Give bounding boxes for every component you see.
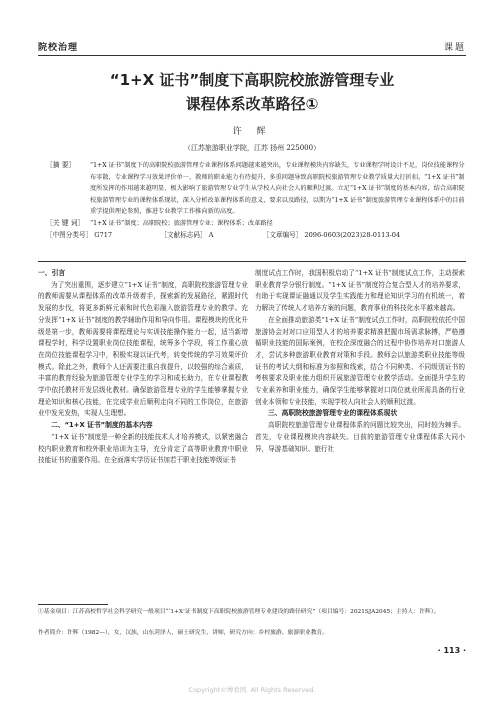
journal-section-name: 院校治理 [38,43,79,53]
clc-code: G717 [94,230,113,239]
keywords-row [38,218,466,230]
author-affiliation: （江苏旅游职业学院，江苏 扬州 225000） [183,144,321,152]
body-column-left [38,268,248,467]
footnote-rule [38,604,108,605]
title-line-2: 课程体系改革路径① [185,95,319,113]
abstract-block [38,160,466,241]
paragraph-status: 高职院校旅游管理专业课程体系的问题比较突出，同时较为棘手。首先，专业课程模块内容缺失。目前的旅游管理专业课程体系大同小异，导游基础知识、旅行社 [255,421,465,453]
running-header [38,40,466,54]
classification-row [38,230,466,242]
copyright-watermark: Copyright©博看网. All Rights Reserved. [188,686,316,694]
abstract-label: ［摘 要］ [46,161,76,169]
abstract-rule [38,261,466,262]
paragraph-continued: 制度试点工作时，我国积极启动了“1+X 证书”制度试点工作，主动探索职业教育学分银行制度。“1+X 证书”制度符合复合型人才的培养要求，有助于实现课证融通以及学生实践能力和理论知识学习的有机统一，着力解决了传统人才培养方案的问题，教育事业的科技化水平越来越高。 [255,269,465,313]
paragraph-intro: 为了突出重围，逐步建立“1+X 证书”制度，高职院校旅游管理专业的教师需要从课程体系的改革升级着手，探索新的发展路径，紧跟时代发展的步伐，将更多新鲜元素和时代色彩融入旅游管理专业的教学。充分发挥“1+X 证书”制度的教学辅助作用和导向作用。课程模块的优化升级是第一步，教师需要将课程理论与实训技能操作能力一起，适当新增课程学时，科学设置职业岗位技能课程，统筹多个学段，将工作重心放在岗位技能课程学习中，积极实现以证代考，转变传统的学习效果评价模式。除此之外，教师个人还需要注重自我提升，以较强的综合素质，丰富的教育经验为旅游管理专业学生的学习和成长助力，在专业课程教学中依托教材开发层级化教材。确保旅游管理专业的学生能够掌握专业理论知识和核心技能，在完成学业后顺利走向不同的工作岗位，在旅游业中发光发热，实现人生理想。 [38,280,248,418]
section-heading-2: 二、“1+X 证书”制度的基本内容 [51,421,153,430]
footnote-fund: ①基金项目：江苏高校哲学社会科学研究一般项目“‘1+X’证书制度下高职院校旅游管理专业建设的路径研究”（项目编号：2021SJA2045；主持人：许辉）。 [38,609,440,615]
article-title [0,68,504,116]
paragraph-pilot-work: 在全面推动旅游类“1+X 证书”制度试点工作时，高职院校依托中国旅游协会对对口应用型人才的培养要求精准把握市场需求脉搏，严格遵循职业技能的国际案例，在校企深度融合的过程中协作培养对口旅游人才，尝试多种旅游职业教育对策和手段。教师会以旅游类职业技能等级证书的考试大纲和标准为参照和线索，结合不同种类、不同级别证书的考核要求及职业能力组织开展旅游管理专业教学活动。全面提升学生的专业素养和职业能力，确保学生能够掌握对口岗位就业所需具备的行业创业本领和专业技能，实现学校人向社会人的顺利过渡。 [255,315,465,406]
doc-label: ［文献标志码］ [160,230,207,239]
section-heading-3: 三、高职院校旅游管理专业的课程体系现状 [268,409,398,418]
body-column-right [255,268,465,455]
section-tag: 课题 [443,43,466,53]
abstract-text: “1+X 证书”制度下的高职院校旅游管理专业课程体系问题越来越突出，专业课程模块内容缺失，专业课程学时设计不足，岗位技能课程分布零散，专业课程学习效果评价单一，教师的职业能力有待提升，多重问题导致高职院校旅游管理专业教学质量大打折扣。“1+X 证书”制度所发挥的作用越来越明显，极大影响了旅游管理专业学生从学校人向社会人的顺利过渡。立足“1+X 证书”制度的基本内容，结合高职院校旅游管理专业的课程体系现状，深入分析改革课程体系的意义，要求以及路径，以期为“1+X 证书”制度旅游管理专业课程体系中的目前重学提供理论参照，推进专业教学工作推向新的高度。 [90,162,465,216]
article-no: 2096-0603(2023)28-0113-04 [304,230,401,239]
paragraph-basic-content: “1+X 证书”制度是一种全新的技能技术人才培养模式，以紧密融合校内职业教育和校外职业培训为主导，充分肯定了高等职业教育中职业技能证书的重要作用。在全面落实学历证书加若干职业技能等级证书 [38,432,248,465]
abstract-row [38,160,466,218]
clc-label: ［中图分类号］ [46,230,93,239]
keywords-text: “1+X 证书”制度；高职院校；旅游管理专业；课程体系；改革路径 [90,219,273,227]
keywords-label: ［关 键 词］ [46,218,85,227]
section-heading-1: 一、引言 [38,269,66,277]
title-line-1: “1+X 证书”制度下高职院校旅游管理专业 [109,71,395,89]
author-name: 许 辉 [232,127,272,137]
header-rule [38,55,466,56]
article-no-label: ［文章编号］ [262,230,303,239]
footnote-author-bio: 作者简介：许辉（1982—），女，汉族，山东菏泽人，硕士研究生，讲师，研究方向：乡村旅游、旅游职业教育。 [38,630,329,636]
doc-code: A [208,230,214,239]
page-number: · 113 · [437,646,466,655]
